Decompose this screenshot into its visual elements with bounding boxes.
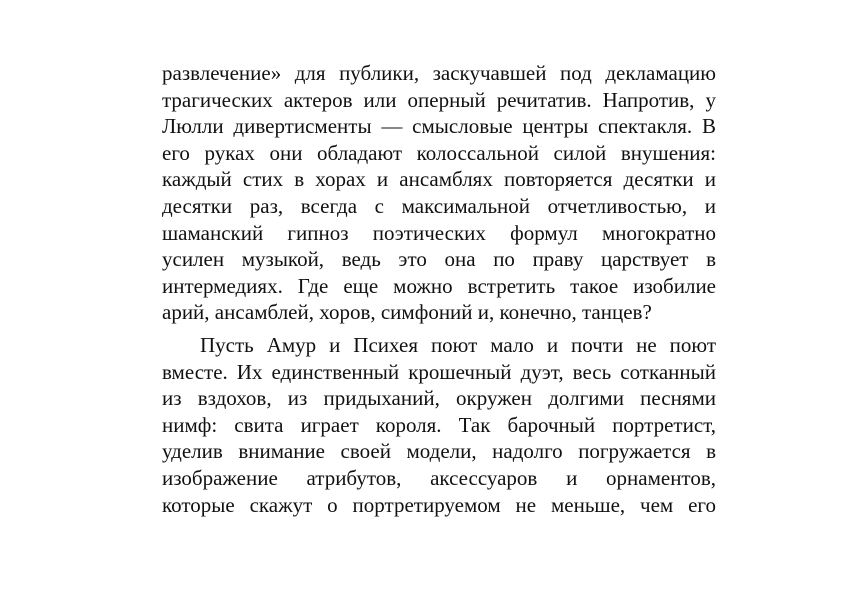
text-line: усилен музыкой, ведь это она по праву царствует в [162, 247, 716, 272]
paragraph-1 [162, 60, 716, 326]
paragraph-2 [162, 332, 716, 518]
text-line: его руках они обладают колоссальной силой внушения: [162, 140, 716, 165]
text-line: Пусть Амур и Психея поют мало и почти не поют [200, 332, 716, 357]
text-line: шаманский гипноз поэтических формул многократно [162, 220, 716, 245]
text-line: каждый стих в хорах и ансамблях повторяется десятки и [162, 167, 716, 192]
text-line: из вздохов, из придыханий, окружен долгими песнями [162, 386, 716, 411]
text-line: интермедиях. Где еще можно встретить такое изобилие [162, 273, 716, 298]
text-line: вместе. Их единственный крошечный дуэт, весь сотканный [162, 359, 716, 384]
text-line: которые скажут о портретируемом не меньше, чем его [162, 492, 716, 517]
text-line: десятки раз, всегда с максимальной отчетливостью, и [162, 193, 716, 218]
text-line: уделив внимание своей модели, надолго погружается в [162, 439, 716, 464]
text-line: арий, ансамблей, хоров, симфоний и, конечно, танцев? [162, 300, 652, 325]
text-line: трагических актеров или оперный речитатив. Напротив, у [162, 87, 716, 112]
text-body [162, 60, 716, 518]
text-line: нимф: свита играет короля. Так барочный портретист, [162, 412, 716, 437]
text-line: Люлли дивертисменты — смысловые центры спектакля. В [162, 114, 716, 139]
text-line: изображение атрибутов, аксессуаров и орнаментов, [162, 465, 716, 490]
text-line: развлечение» для публики, заскучавшей под декламацию [162, 61, 716, 85]
